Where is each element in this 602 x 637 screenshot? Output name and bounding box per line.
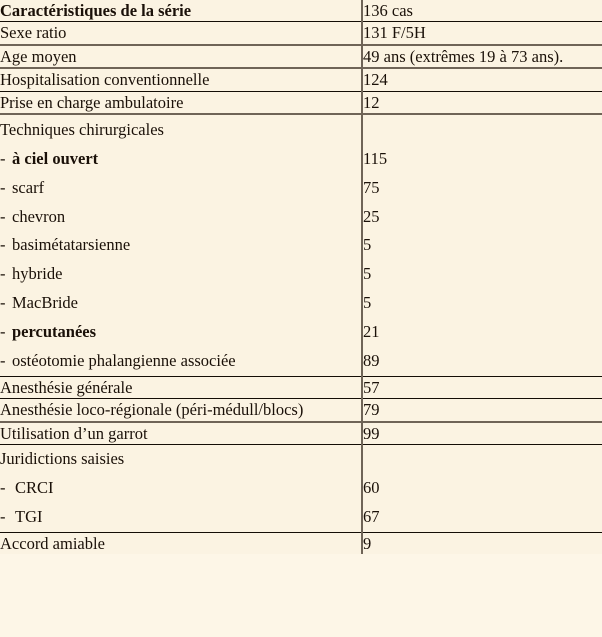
row-value: 12 [362, 91, 602, 114]
surgical-item-label: à ciel ouvert [12, 148, 99, 168]
jurisdictions-values [362, 444, 602, 532]
surgical-item-value: 89 [363, 351, 380, 371]
row-value: 57 [362, 376, 602, 398]
surgical-item-row [0, 144, 361, 173]
jurisdiction-item-value: 60 [363, 478, 380, 498]
table-row [0, 45, 602, 68]
jurisdiction-item-row [0, 474, 361, 503]
bullet-dash-icon: - [0, 206, 6, 226]
jurisdiction-item-label: TGI [15, 507, 43, 527]
surgical-item-label: percutanées [12, 322, 97, 342]
jurisdictions-group-title-value [363, 445, 602, 474]
surgical-item-label: basimétatarsienne [12, 235, 131, 255]
header-label-cell: Caractéristiques de la série [0, 0, 362, 22]
surgical-item-value: 75 [363, 177, 380, 197]
surgical-group-title: Techniques chirurgicales [0, 119, 164, 139]
surgical-item-label: scarf [12, 177, 45, 197]
surgical-item-label: chevron [12, 206, 66, 226]
surgical-item-label: MacBride [12, 293, 78, 313]
row-label: Sexe ratio [0, 22, 362, 45]
row-label: Accord amiable [0, 532, 362, 554]
row-label: Prise en charge ambulatoire [0, 91, 362, 114]
surgical-item-row [0, 202, 361, 231]
surgical-item-value: 115 [363, 148, 388, 168]
row-label: Anesthésie loco-régionale (péri-médull/blocs) [0, 399, 362, 422]
surgical-item-row [0, 289, 361, 318]
surgical-item-label: ostéotomie phalangienne associée [12, 351, 236, 371]
row-label: Age moyen [0, 45, 362, 68]
row-value: 49 ans (extrêmes 19 à 73 ans). [362, 45, 602, 68]
surgical-item-label: hybride [12, 264, 63, 284]
bullet-dash-icon: - [0, 322, 6, 342]
table-row [0, 68, 602, 91]
surgical-group-title-value [363, 115, 602, 144]
table-row [0, 376, 602, 398]
bullet-dash-icon: - [0, 293, 6, 313]
surgical-item-row [0, 347, 361, 376]
surgical-techniques-labels [0, 114, 362, 376]
table-row [0, 422, 602, 445]
jurisdiction-item-value: 67 [363, 507, 380, 527]
bullet-dash-icon: - [0, 264, 6, 284]
bullet-dash-icon: - [0, 177, 6, 197]
bullet-dash-icon: - [0, 235, 6, 255]
row-label: Anesthésie générale [0, 376, 362, 398]
bullet-dash-icon: - [0, 507, 6, 527]
surgical-item-value: 21 [363, 322, 380, 342]
surgical-item-row [0, 318, 361, 347]
row-label: Hospitalisation conventionnelle [0, 68, 362, 91]
table-row [0, 91, 602, 114]
row-value: 131 F/5H [362, 22, 602, 45]
table-row [0, 532, 602, 554]
surgical-item-value: 5 [363, 264, 372, 284]
bullet-dash-icon: - [0, 351, 6, 371]
bullet-dash-icon: - [0, 478, 6, 498]
bullet-dash-icon: - [0, 148, 6, 168]
surgical-item-value: 5 [363, 235, 372, 255]
surgical-item-value: 5 [363, 293, 372, 313]
jurisdiction-item-row [0, 503, 361, 532]
surgical-techniques-group-row [0, 114, 602, 376]
surgical-techniques-values [362, 114, 602, 376]
surgical-item-row [0, 260, 361, 289]
surgical-item-row [0, 231, 361, 260]
jurisdiction-item-label: CRCI [15, 478, 54, 498]
table-header-row [0, 0, 602, 22]
jurisdictions-group-title: Juridictions saisies [0, 449, 125, 469]
row-value: 79 [362, 399, 602, 422]
table-row [0, 22, 602, 45]
row-value: 9 [362, 532, 602, 554]
row-label: Utilisation d’un garrot [0, 422, 362, 445]
surgical-item-value: 25 [363, 206, 380, 226]
jurisdictions-group-row [0, 444, 602, 532]
row-value: 99 [362, 422, 602, 445]
jurisdictions-labels [0, 444, 362, 532]
header-value-cell: 136 cas [362, 0, 602, 22]
row-value: 124 [362, 68, 602, 91]
surgical-item-row [0, 173, 361, 202]
table-row [0, 399, 602, 422]
